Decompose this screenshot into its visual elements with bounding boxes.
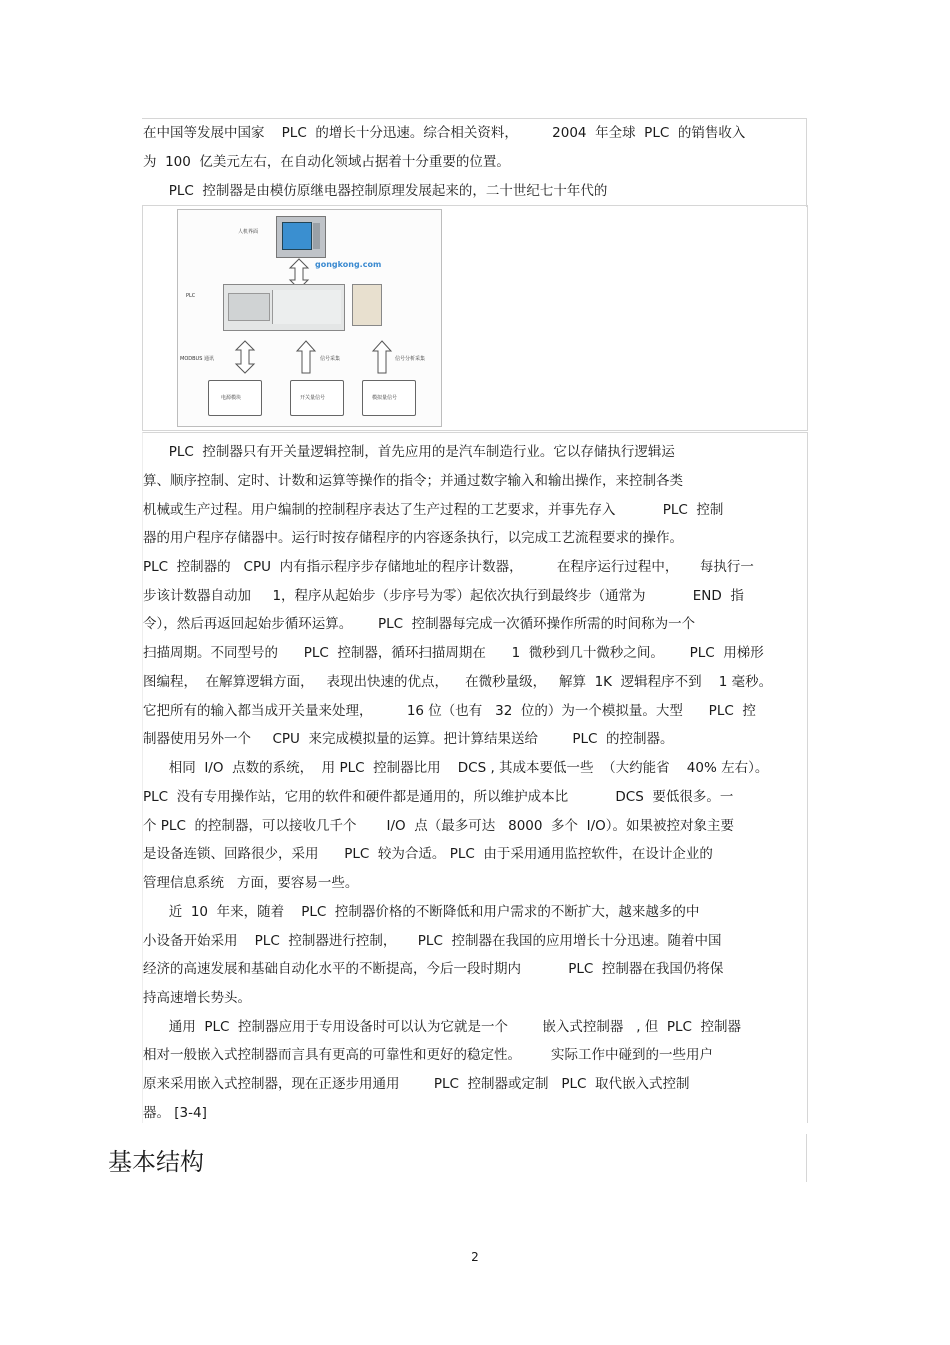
body-line: 图编程， 在解算逻辑方面， 表现出快速的优点， 在微秒量级， 解算 1K 逻辑程序不到 1 毫秒。 [143, 674, 773, 690]
body-line: 相同 I/O 点数的系统， 用 PLC 控制器比用 DCS , 其成本要低一些 （大约能省 40% 左右）。 [143, 760, 769, 776]
plc-unit-icon [223, 284, 345, 331]
io-module-icon [352, 284, 382, 326]
body-line: 通用 PLC 控制器应用于专用设备时可以认为它就是一个 嵌入式控制器 , 但 PLC 控制器 [143, 1019, 742, 1035]
body-line: 个 PLC 的控制器，可以接收几千个 I/O 点（最多可达 8000 多个 I/O）。如果被控对象主要 [143, 818, 735, 834]
body-line: PLC 控制器的 CPU 内有指示程序步存储地址的程序计数器， 在程序运行过程中， 每执行一 [143, 559, 754, 575]
up-arrow-icon [295, 340, 317, 374]
modbus-label: MODBUS 通讯 [180, 356, 214, 362]
body-line: 它把所有的输入都当成开关量来处理， 16 位（也有 32 位的）为一个模拟量。大型 PLC 控 [143, 703, 756, 719]
body-line: PLC 控制器只有开关量逻辑控制，首先应用的是汽车制造行业。它以存储执行逻辑运 [143, 444, 675, 460]
signal-label: 信号采集 [320, 356, 341, 362]
switch-signal-box: 开关量信号 [290, 380, 344, 416]
body-line: 器。 [3-4] [143, 1105, 207, 1121]
page-number: 2 [471, 1250, 479, 1264]
body-line: 小设备开始采用 PLC 控制器进行控制， PLC 控制器在我国的应用增长十分迅速。随着中国 [143, 933, 722, 949]
body-line: 管理信息系统 方面，要容易一些。 [143, 875, 359, 891]
analog-signal-box: 模拟量信号 [362, 380, 416, 416]
frame-edge [806, 1134, 807, 1182]
body-line: 机械或生产过程。用户编制的控制程序表达了生产过程的工艺要求，并事先存入 PLC 控制 [143, 502, 724, 518]
body-line: 算、顺序控制、定时、计数和运算等操作的指令；并通过数字输入和输出操作，来控制各类 [143, 473, 683, 489]
hmi-panel-icon [276, 216, 326, 258]
body-line: 持高速增长势头。 [143, 990, 251, 1006]
hmi-label: 人机界面 [238, 229, 259, 235]
body-line: PLC 没有专用操作站，它用的软件和硬件都是通用的，所以维护成本比 DCS 要低很多。一 [143, 789, 734, 805]
body-line: 扫描周期。不同型号的 PLC 控制器，循环扫描周期在 1 微秒到几十微秒之间。 PLC 用梯形 [143, 645, 764, 661]
section-heading: 基本结构 [108, 1148, 204, 1176]
plc-system-figure [177, 209, 442, 427]
power-module-box: 电源模块 [208, 380, 262, 416]
up-arrow-icon [371, 340, 393, 374]
body-line: 经济的高速发展和基础自动化水平的不断提高，今后一段时期内 PLC 控制器在我国仍将保 [143, 961, 724, 977]
body-line: 原来采用嵌入式控制器，现在正逐步用通用 PLC 控制器或定制 PLC 取代嵌入式控制 [143, 1076, 690, 1092]
double-arrow-icon [234, 340, 256, 374]
intro-line: 为 100 亿美元左右，在自动化领域占据着十分重要的位置。 [143, 154, 510, 170]
signal-ctrl-label: 信号分析采集 [395, 356, 426, 362]
body-line: 是设备连锁、回路很少，采用 PLC 较为合适。 PLC 由于采用通用监控软件，在设计企业的 [143, 846, 713, 862]
intro-line: PLC 控制器是由模仿原继电器控制原理发展起来的，二十世纪七十年代的 [143, 183, 608, 199]
body-line: 近 10 年来，随着 PLC 控制器价格的不断降低和用户需求的不断扩大，越来越多的中 [143, 904, 700, 920]
body-line: 令），然后再返回起始步循环运算。 PLC 控制器每完成一次循环操作所需的时间称为一个 [143, 616, 696, 632]
body-line: 制器使用另外一个 CPU 来完成模拟量的运算。把计算结果送给 PLC 的控制器。 [143, 731, 674, 747]
intro-line: 在中国等发展中国家 PLC 的增长十分迅速。综合相关资料， 2004 年全球 PLC 的销售收入 [143, 125, 746, 141]
body-line: 步该计数器自动加 1，程序从起始步（步序号为零）起依次执行到最终步（通常为 END 指 [143, 588, 744, 604]
body-line: 相对一般嵌入式控制器而言具有更高的可靠性和更好的稳定性。 实际工作中碰到的一些用户 [143, 1047, 714, 1063]
body-line: 器的用户程序存储器中。运行时按存储程序的内容逐条执行，以完成工艺流程要求的操作。 [143, 530, 683, 546]
watermark: gongkong.com [315, 260, 382, 269]
plc-label: PLC [186, 293, 196, 299]
